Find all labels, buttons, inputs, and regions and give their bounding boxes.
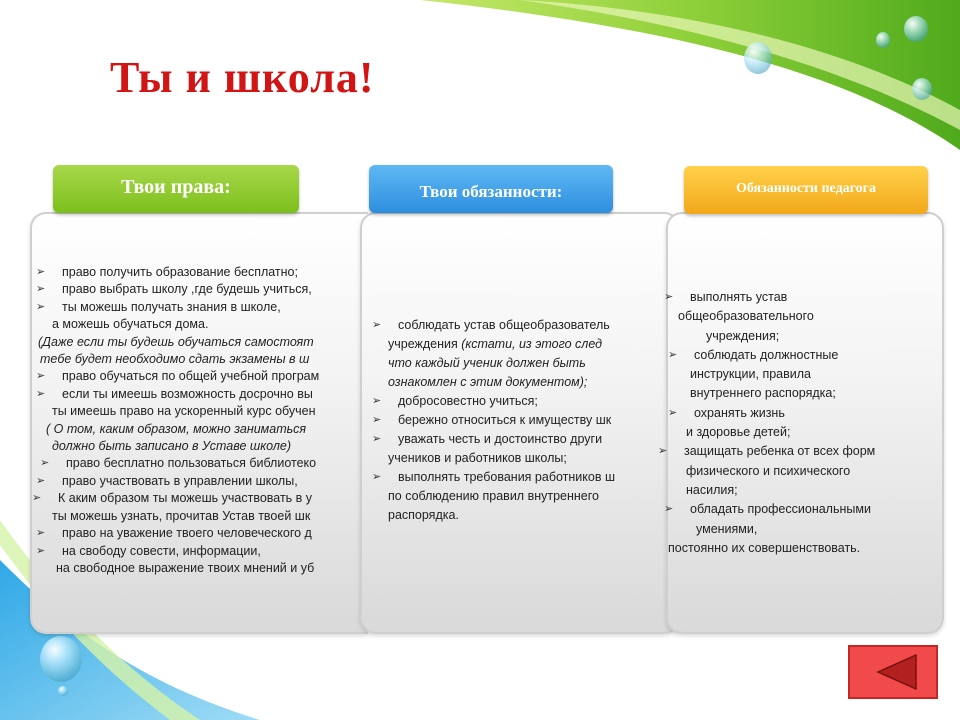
teacher-duties-heading: Обязанности педагога bbox=[684, 166, 928, 214]
bullet-arrow-icon: ➢ bbox=[668, 406, 678, 419]
rights-line-text: (Даже если ты будешь обучаться самостоят bbox=[38, 334, 314, 349]
page-title: Ты и школа! bbox=[110, 53, 375, 102]
duties-line bbox=[362, 449, 615, 468]
duties-line bbox=[362, 392, 615, 411]
teacher-line-text: охранять жизнь bbox=[694, 405, 785, 420]
duties-line bbox=[362, 354, 615, 373]
teacher-line-text: умениями, bbox=[696, 521, 758, 536]
teacher-line-text: и здоровье детей; bbox=[686, 425, 791, 440]
rights-line bbox=[32, 281, 319, 298]
water-drop bbox=[904, 16, 928, 42]
teacher-line-text: обладать профессиональными bbox=[690, 502, 871, 517]
rights-line-text: право бесплатно пользоваться библиотеко bbox=[66, 456, 317, 471]
bullet-arrow-icon: ➢ bbox=[372, 319, 382, 331]
teacher-line-text: насилия; bbox=[686, 482, 738, 497]
rights-line bbox=[32, 560, 319, 577]
duties-panel bbox=[360, 212, 680, 634]
teacher-line-text: выполнять устав bbox=[690, 290, 788, 304]
bullet-arrow-icon: ➢ bbox=[36, 266, 46, 278]
rights-line-text: право участвовать в управлении школы, bbox=[62, 473, 298, 488]
teacher-line bbox=[668, 307, 875, 326]
duties-line bbox=[362, 335, 615, 354]
duties-line-text: учеников и работников школы; bbox=[388, 451, 567, 465]
duties-line-text: по соблюдению правил внутреннего bbox=[388, 489, 599, 503]
rights-line-text: если ты имеешь возможность досрочно вы bbox=[62, 386, 313, 401]
duties-line-text: бережно относиться к имуществу шк bbox=[398, 413, 612, 427]
duties-line-text: распорядка. bbox=[388, 508, 459, 522]
rights-line-text: на свободное выражение твоих мнений и уб bbox=[56, 560, 315, 575]
teacher-line-text: защищать ребенка от всех форм bbox=[684, 444, 876, 459]
bullet-arrow-icon: ➢ bbox=[664, 503, 674, 516]
bullet-arrow-icon: ➢ bbox=[36, 527, 46, 540]
duties-line bbox=[362, 373, 615, 392]
bullet-arrow-icon: ➢ bbox=[36, 370, 46, 383]
bullet-arrow-icon: ➢ bbox=[32, 492, 42, 505]
duties-line-italic: (кстати, из этого след bbox=[461, 337, 603, 351]
teacher-line-text: учреждения; bbox=[706, 328, 780, 343]
rights-line-text: право получить образование бесплатно; bbox=[62, 265, 298, 279]
rights-line bbox=[32, 386, 319, 403]
teacher-line-text: постоянно их совершенствовать. bbox=[668, 540, 861, 555]
duties-list bbox=[362, 316, 615, 525]
duties-line bbox=[362, 316, 615, 335]
teacher-line-text: внутреннего распорядка; bbox=[690, 386, 836, 401]
rights-line-text: ты можешь получать знания в школе, bbox=[62, 299, 281, 314]
bullet-arrow-icon: ➢ bbox=[36, 300, 46, 313]
bullet-arrow-icon: ➢ bbox=[372, 471, 382, 483]
duties-line bbox=[362, 506, 615, 525]
rights-line-text: К аким образом ты можешь участвовать в у bbox=[58, 491, 313, 506]
duties-line-text: добросовестно учиться; bbox=[398, 394, 538, 408]
duties-line-text: уважать честь и достоинство други bbox=[398, 432, 603, 446]
water-drop bbox=[744, 42, 772, 74]
rights-line bbox=[32, 438, 319, 455]
duties-line-text: выполнять требования работников ш bbox=[398, 470, 615, 484]
teacher-line bbox=[668, 327, 875, 346]
bullet-arrow-icon: ➢ bbox=[664, 291, 674, 303]
duties-line-text: ознакомлен с этим документом); bbox=[388, 375, 588, 389]
teacher-line bbox=[664, 288, 875, 307]
teacher-line-text: соблюдать должностные bbox=[694, 347, 839, 362]
duties-line-text: соблюдать устав общеобразователь bbox=[398, 318, 610, 332]
teacher-line bbox=[658, 442, 876, 461]
teacher-line bbox=[668, 346, 875, 365]
teacher-panel bbox=[658, 212, 944, 634]
bullet-arrow-icon: ➢ bbox=[372, 395, 382, 407]
duties-heading: Твои обязанности: bbox=[369, 165, 613, 213]
rights-line bbox=[32, 525, 319, 542]
rights-line bbox=[32, 299, 319, 316]
rights-line bbox=[32, 543, 319, 560]
rights-line bbox=[32, 490, 319, 507]
teacher-line-text: общеобразовательного bbox=[678, 309, 814, 324]
rights-line bbox=[32, 316, 319, 333]
bullet-arrow-icon: ➢ bbox=[372, 414, 382, 426]
teacher-line bbox=[668, 462, 875, 481]
rights-line-text: на свободу совести, информации, bbox=[62, 543, 261, 558]
duties-line bbox=[362, 487, 615, 506]
rights-line-text: ты можешь узнать, прочитав Устав твоей шк bbox=[52, 508, 311, 523]
duties-line-text: что каждый ученик должен быть bbox=[388, 356, 586, 370]
bullet-arrow-icon: ➢ bbox=[36, 474, 46, 487]
rights-line bbox=[32, 421, 319, 438]
water-drop bbox=[912, 78, 932, 100]
teacher-line bbox=[668, 404, 875, 423]
teacher-line bbox=[668, 520, 875, 539]
bullet-arrow-icon: ➢ bbox=[36, 544, 46, 557]
rights-line-text: право выбрать школу ,где будешь учиться, bbox=[62, 282, 312, 297]
teacher-duties-list bbox=[658, 288, 876, 558]
bullet-arrow-icon: ➢ bbox=[372, 433, 382, 445]
rights-line bbox=[32, 264, 319, 281]
rights-line-text: а можешь обучаться дома. bbox=[52, 317, 209, 332]
bullet-arrow-icon: ➢ bbox=[668, 348, 678, 361]
rights-line-text: ( О том, каким образом, можно заниматься bbox=[46, 421, 307, 436]
bullet-arrow-icon: ➢ bbox=[40, 457, 50, 470]
teacher-line bbox=[668, 365, 875, 384]
rights-line bbox=[32, 403, 319, 420]
rights-line-text: право обучаться по общей учебной програм bbox=[62, 369, 320, 384]
rights-line-text: должно быть записано в Уставе школе) bbox=[52, 439, 292, 454]
teacher-line bbox=[668, 481, 875, 500]
teacher-line bbox=[668, 423, 875, 442]
rights-heading: Твои права: bbox=[53, 165, 299, 213]
duties-line bbox=[362, 468, 615, 487]
teacher-line bbox=[668, 384, 875, 403]
rights-line bbox=[32, 455, 319, 472]
water-drop bbox=[876, 32, 890, 48]
rights-line bbox=[32, 473, 319, 490]
rights-line bbox=[32, 508, 319, 525]
duties-line bbox=[362, 411, 615, 430]
bullet-arrow-icon: ➢ bbox=[658, 445, 668, 458]
rights-line bbox=[32, 351, 319, 368]
bullet-arrow-icon: ➢ bbox=[36, 283, 46, 296]
bullet-arrow-icon: ➢ bbox=[36, 387, 46, 400]
back-triangle-icon bbox=[850, 647, 936, 697]
water-drop bbox=[40, 636, 82, 682]
rights-line bbox=[32, 334, 319, 351]
rights-list bbox=[32, 264, 319, 577]
rights-line-text: право на уважение твоего человеческого д bbox=[62, 526, 312, 541]
rights-line-text: тебе будет необходимо сдать экзамены в ш bbox=[40, 352, 310, 367]
rights-panel bbox=[30, 212, 368, 634]
teacher-line bbox=[668, 539, 875, 558]
rights-line bbox=[32, 368, 319, 385]
duties-line bbox=[362, 430, 615, 449]
back-button[interactable] bbox=[848, 645, 938, 699]
water-drop bbox=[58, 686, 68, 696]
teacher-line-text: физического и психического bbox=[686, 463, 851, 478]
teacher-line bbox=[664, 500, 875, 519]
rights-line-text: ты имеешь право на ускоренный курс обучен bbox=[52, 404, 316, 419]
teacher-line-text: инструкции, правила bbox=[690, 367, 812, 382]
duties-line-text: учреждения bbox=[388, 337, 462, 351]
